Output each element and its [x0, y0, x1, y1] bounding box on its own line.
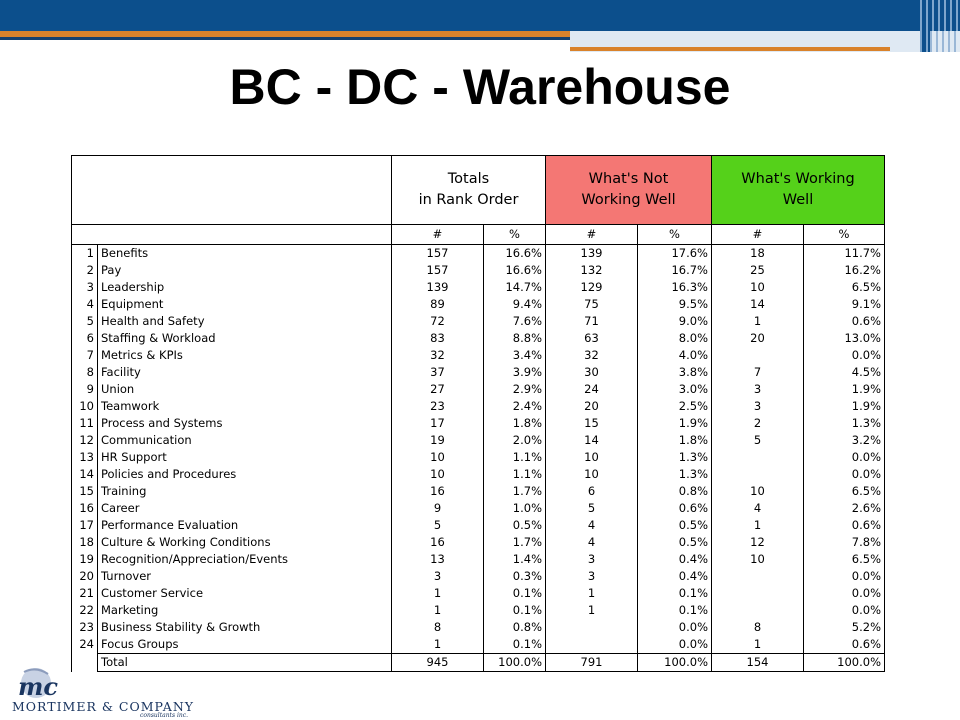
table-row: [72, 398, 885, 415]
category-cell: Policies and Procedures: [98, 466, 392, 483]
category-cell: Customer Service: [98, 585, 392, 602]
working-percent-cell: 3.2%: [804, 432, 885, 449]
total-percent-cell: 7.6%: [484, 313, 546, 330]
rank-cell: 22: [72, 602, 98, 619]
category-cell: Pay: [98, 262, 392, 279]
working-count-cell: 5: [712, 432, 804, 449]
working-percent-cell: 0.0%: [804, 568, 885, 585]
rank-cell: 7: [72, 347, 98, 364]
category-cell: Equipment: [98, 296, 392, 313]
not-working-count-cell: 14: [546, 432, 638, 449]
not-working-count-cell: [546, 619, 638, 636]
rank-cell: 24: [72, 636, 98, 654]
subheader-not-count: #: [546, 225, 638, 245]
table-row: [72, 364, 885, 381]
working-percent-cell: 13.0%: [804, 330, 885, 347]
working-percent-cell: 9.1%: [804, 296, 885, 313]
not-working-count-cell: 1: [546, 602, 638, 619]
working-count-cell: 3: [712, 381, 804, 398]
not-working-count-cell: 63: [546, 330, 638, 347]
total-count-cell: 23: [392, 398, 484, 415]
working-count-cell: [712, 602, 804, 619]
table-subheader-row: [72, 225, 885, 245]
not-working-count-cell: 132: [546, 262, 638, 279]
category-cell: HR Support: [98, 449, 392, 466]
working-count-cell: 10: [712, 551, 804, 568]
category-cell: Process and Systems: [98, 415, 392, 432]
total-count-cell: 10: [392, 449, 484, 466]
header-well-line2: Well: [782, 192, 814, 208]
total-count-cell: 27: [392, 381, 484, 398]
total-count-cell: 16: [392, 534, 484, 551]
rank-cell: 12: [72, 432, 98, 449]
total-percent-sum: 100.0%: [484, 654, 546, 672]
rank-cell: 1: [72, 245, 98, 263]
not-working-percent-cell: 3.8%: [638, 364, 712, 381]
total-count-cell: 1: [392, 602, 484, 619]
category-cell: Health and Safety: [98, 313, 392, 330]
total-count-cell: 157: [392, 262, 484, 279]
rank-cell: 19: [72, 551, 98, 568]
total-count-cell: 3: [392, 568, 484, 585]
total-percent-cell: 16.6%: [484, 262, 546, 279]
table-row: [72, 296, 885, 313]
rank-cell: 16: [72, 500, 98, 517]
working-count-sum: 154: [712, 654, 804, 672]
total-percent-cell: 16.6%: [484, 245, 546, 263]
category-cell: Business Stability & Growth: [98, 619, 392, 636]
category-cell: Leadership: [98, 279, 392, 296]
header-totals: [392, 156, 546, 225]
working-count-cell: [712, 449, 804, 466]
not-working-count-cell: 24: [546, 381, 638, 398]
working-count-cell: 2: [712, 415, 804, 432]
total-count-cell: 8: [392, 619, 484, 636]
header-navy-stripe: [0, 37, 570, 40]
category-cell: Marketing: [98, 602, 392, 619]
not-working-percent-cell: 17.6%: [638, 245, 712, 263]
total-percent-cell: 3.9%: [484, 364, 546, 381]
working-percent-cell: 1.9%: [804, 381, 885, 398]
working-percent-cell: 6.5%: [804, 483, 885, 500]
total-percent-cell: 2.9%: [484, 381, 546, 398]
rank-cell: 17: [72, 517, 98, 534]
not-working-count-cell: 75: [546, 296, 638, 313]
table-row: [72, 279, 885, 296]
total-count-cell: 37: [392, 364, 484, 381]
slide-title: BC - DC - Warehouse: [229, 59, 731, 115]
total-percent-cell: 0.8%: [484, 619, 546, 636]
not-working-count-cell: 1: [546, 585, 638, 602]
working-count-cell: 14: [712, 296, 804, 313]
category-cell: Recognition/Appreciation/Events: [98, 551, 392, 568]
rank-cell: 20: [72, 568, 98, 585]
total-percent-cell: 2.0%: [484, 432, 546, 449]
working-count-cell: 7: [712, 364, 804, 381]
working-count-cell: [712, 347, 804, 364]
total-count-cell: 17: [392, 415, 484, 432]
working-count-cell: 18: [712, 245, 804, 263]
logo-mark: mc: [18, 672, 59, 701]
not-working-percent-cell: 0.6%: [638, 500, 712, 517]
table-row: [72, 347, 885, 364]
total-count-cell: 5: [392, 517, 484, 534]
rank-cell: 11: [72, 415, 98, 432]
total-count-cell: 10: [392, 466, 484, 483]
category-cell: Union: [98, 381, 392, 398]
not-working-count-cell: 10: [546, 466, 638, 483]
not-working-percent-cell: 0.4%: [638, 551, 712, 568]
total-count-cell: 72: [392, 313, 484, 330]
table-row: [72, 381, 885, 398]
working-count-cell: 1: [712, 313, 804, 330]
working-percent-cell: 0.0%: [804, 347, 885, 364]
rank-cell: 4: [72, 296, 98, 313]
not-working-count-cell: 20: [546, 398, 638, 415]
category-cell: Staffing & Workload: [98, 330, 392, 347]
not-working-percent-cell: 0.0%: [638, 619, 712, 636]
category-cell: Turnover: [98, 568, 392, 585]
table-row: [72, 500, 885, 517]
not-working-percent-cell: 0.1%: [638, 585, 712, 602]
not-working-count-cell: 129: [546, 279, 638, 296]
survey-table: [71, 155, 885, 672]
not-working-percent-cell: 9.0%: [638, 313, 712, 330]
total-count-cell: 13: [392, 551, 484, 568]
not-working-percent-cell: 0.0%: [638, 636, 712, 654]
working-count-cell: 20: [712, 330, 804, 347]
table-row: [72, 534, 885, 551]
rank-cell: 23: [72, 619, 98, 636]
working-percent-cell: 0.0%: [804, 585, 885, 602]
subheader-not-percent: %: [638, 225, 712, 245]
working-percent-cell: 0.0%: [804, 602, 885, 619]
working-count-cell: [712, 585, 804, 602]
table-row: [72, 262, 885, 279]
category-cell: Metrics & KPIs: [98, 347, 392, 364]
table-row: [72, 551, 885, 568]
not-working-count-cell: 71: [546, 313, 638, 330]
working-count-cell: [712, 466, 804, 483]
company-name: MORTIMER & COMPANY: [12, 699, 195, 714]
working-percent-cell: 11.7%: [804, 245, 885, 263]
header-accent-stripe-right: [570, 47, 890, 51]
category-cell: Training: [98, 483, 392, 500]
not-working-percent-cell: 16.3%: [638, 279, 712, 296]
working-percent-cell: 0.0%: [804, 466, 885, 483]
table-row: [72, 483, 885, 500]
table-row: [72, 415, 885, 432]
subheader-well-count: #: [712, 225, 804, 245]
table-row: [72, 517, 885, 534]
rank-cell: 13: [72, 449, 98, 466]
rank-cell: 15: [72, 483, 98, 500]
header-not-working: [546, 156, 712, 225]
total-percent-cell: 14.7%: [484, 279, 546, 296]
rank-cell: 5: [72, 313, 98, 330]
not-working-percent-cell: 1.8%: [638, 432, 712, 449]
total-percent-cell: 2.4%: [484, 398, 546, 415]
table-row: [72, 585, 885, 602]
not-working-count-cell: 15: [546, 415, 638, 432]
working-percent-cell: 7.8%: [804, 534, 885, 551]
total-percent-cell: 1.1%: [484, 466, 546, 483]
table-row: [72, 330, 885, 347]
not-working-percent-cell: 1.3%: [638, 449, 712, 466]
header-totals-line2: in Rank Order: [418, 192, 519, 208]
not-working-percent-cell: 0.5%: [638, 534, 712, 551]
rank-cell: 2: [72, 262, 98, 279]
working-percent-cell: 4.5%: [804, 364, 885, 381]
total-count-cell: 1: [392, 585, 484, 602]
rank-cell: 8: [72, 364, 98, 381]
not-working-percent-cell: 3.0%: [638, 381, 712, 398]
not-working-percent-cell: 0.5%: [638, 517, 712, 534]
working-percent-cell: 6.5%: [804, 279, 885, 296]
rank-cell: 6: [72, 330, 98, 347]
table-row: [72, 602, 885, 619]
not-working-count-cell: 139: [546, 245, 638, 263]
rank-cell: 3: [72, 279, 98, 296]
total-percent-cell: 1.0%: [484, 500, 546, 517]
not-working-count-cell: 3: [546, 568, 638, 585]
total-percent-cell: 0.5%: [484, 517, 546, 534]
header-line-pattern-light: [930, 31, 960, 52]
not-working-percent-cell: 0.8%: [638, 483, 712, 500]
total-count-sum: 945: [392, 654, 484, 672]
not-working-percent-cell: 9.5%: [638, 296, 712, 313]
working-percent-cell: 2.6%: [804, 500, 885, 517]
table-row: [72, 245, 885, 263]
rank-cell: 10: [72, 398, 98, 415]
rank-cell: 9: [72, 381, 98, 398]
working-count-cell: 8: [712, 619, 804, 636]
rank-cell: 18: [72, 534, 98, 551]
working-percent-cell: 6.5%: [804, 551, 885, 568]
not-working-count-cell: 10: [546, 449, 638, 466]
total-count-cell: 16: [392, 483, 484, 500]
total-percent-cell: 1.7%: [484, 534, 546, 551]
total-percent-cell: 3.4%: [484, 347, 546, 364]
category-cell: Performance Evaluation: [98, 517, 392, 534]
total-percent-cell: 1.4%: [484, 551, 546, 568]
header-not-line1: What's Not: [588, 171, 669, 187]
total-percent-cell: 0.1%: [484, 585, 546, 602]
category-cell: Teamwork: [98, 398, 392, 415]
total-label-cell: Total: [98, 654, 392, 672]
not-working-percent-cell: 2.5%: [638, 398, 712, 415]
header-working: [712, 156, 885, 225]
subheader-well-percent: %: [804, 225, 885, 245]
category-cell: Benefits: [98, 245, 392, 263]
total-percent-cell: 0.1%: [484, 636, 546, 654]
not-working-count-cell: 3: [546, 551, 638, 568]
not-working-count-cell: 5: [546, 500, 638, 517]
not-working-count-cell: 4: [546, 517, 638, 534]
total-count-cell: 139: [392, 279, 484, 296]
not-working-count-cell: 32: [546, 347, 638, 364]
table-row: [72, 313, 885, 330]
total-percent-cell: 9.4%: [484, 296, 546, 313]
not-working-percent-sum: 100.0%: [638, 654, 712, 672]
subheader-totals-percent: %: [484, 225, 546, 245]
working-percent-cell: 16.2%: [804, 262, 885, 279]
working-count-cell: 4: [712, 500, 804, 517]
not-working-count-cell: 6: [546, 483, 638, 500]
total-count-cell: 157: [392, 245, 484, 263]
table-header-row: [72, 156, 885, 225]
table-row: [72, 619, 885, 636]
not-working-percent-cell: 0.1%: [638, 602, 712, 619]
header-well-line1: What's Working: [741, 171, 855, 187]
subheader-blank: [72, 225, 392, 245]
working-count-cell: 1: [712, 636, 804, 654]
working-count-cell: [712, 568, 804, 585]
working-percent-cell: 5.2%: [804, 619, 885, 636]
category-cell: Focus Groups: [98, 636, 392, 654]
subheader-totals-count: #: [392, 225, 484, 245]
working-count-cell: 3: [712, 398, 804, 415]
not-working-count-cell: 4: [546, 534, 638, 551]
not-working-count-cell: 30: [546, 364, 638, 381]
total-count-cell: 19: [392, 432, 484, 449]
total-percent-cell: 1.8%: [484, 415, 546, 432]
table-row: [72, 466, 885, 483]
total-count-cell: 89: [392, 296, 484, 313]
working-percent-cell: 0.0%: [804, 449, 885, 466]
working-percent-cell: 0.6%: [804, 636, 885, 654]
total-percent-cell: 8.8%: [484, 330, 546, 347]
total-percent-cell: 1.7%: [484, 483, 546, 500]
table-row: [72, 636, 885, 654]
category-cell: Communication: [98, 432, 392, 449]
working-count-cell: 10: [712, 279, 804, 296]
working-percent-cell: 1.9%: [804, 398, 885, 415]
working-percent-sum: 100.0%: [804, 654, 885, 672]
table-row: [72, 568, 885, 585]
rank-cell: 21: [72, 585, 98, 602]
working-percent-cell: 0.6%: [804, 313, 885, 330]
header-blank: [72, 156, 392, 225]
total-count-cell: 9: [392, 500, 484, 517]
category-cell: Culture & Working Conditions: [98, 534, 392, 551]
category-cell: Facility: [98, 364, 392, 381]
header-not-line2: Working Well: [581, 192, 676, 208]
not-working-count-cell: [546, 636, 638, 654]
not-working-percent-cell: 4.0%: [638, 347, 712, 364]
total-count-cell: 32: [392, 347, 484, 364]
working-count-cell: 12: [712, 534, 804, 551]
not-working-percent-cell: 8.0%: [638, 330, 712, 347]
header-totals-line1: Totals: [447, 171, 490, 187]
not-working-percent-cell: 1.3%: [638, 466, 712, 483]
header-bar: [0, 0, 960, 31]
total-count-cell: 83: [392, 330, 484, 347]
not-working-percent-cell: 0.4%: [638, 568, 712, 585]
working-count-cell: 25: [712, 262, 804, 279]
working-count-cell: 1: [712, 517, 804, 534]
working-percent-cell: 0.6%: [804, 517, 885, 534]
working-percent-cell: 1.3%: [804, 415, 885, 432]
table-row: [72, 432, 885, 449]
not-working-count-sum: 791: [546, 654, 638, 672]
total-percent-cell: 0.3%: [484, 568, 546, 585]
not-working-percent-cell: 16.7%: [638, 262, 712, 279]
working-count-cell: 10: [712, 483, 804, 500]
rank-cell: 14: [72, 466, 98, 483]
not-working-percent-cell: 1.9%: [638, 415, 712, 432]
total-count-cell: 1: [392, 636, 484, 654]
category-cell: Career: [98, 500, 392, 517]
total-percent-cell: 0.1%: [484, 602, 546, 619]
table-row: [72, 449, 885, 466]
total-row: [72, 654, 885, 672]
total-percent-cell: 1.1%: [484, 449, 546, 466]
company-subtitle: consultants inc.: [140, 712, 188, 719]
